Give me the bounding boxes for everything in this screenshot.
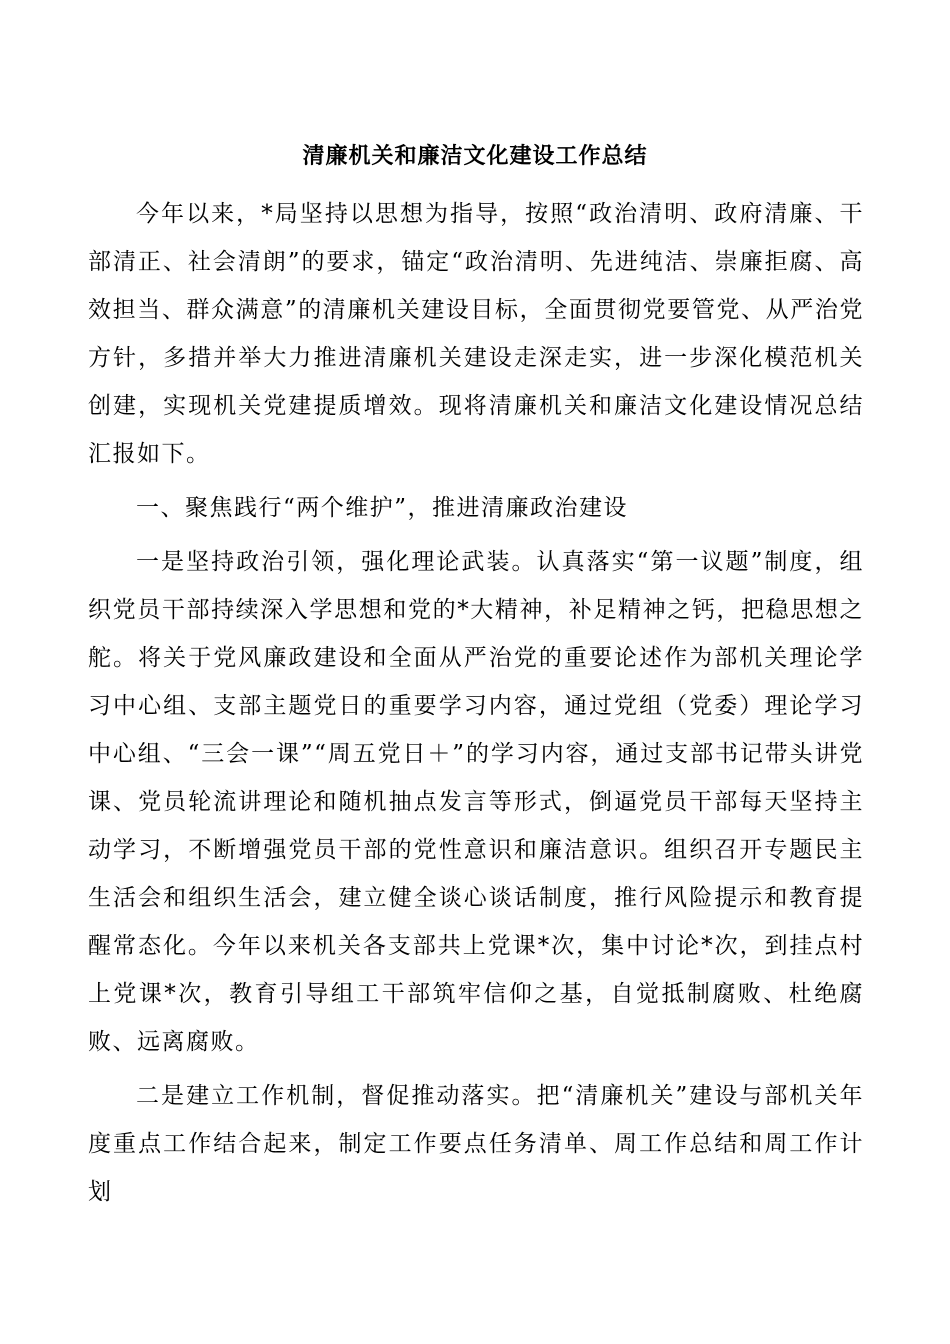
intro-paragraph: 今年以来，*局坚持以思想为指导，按照“政治清明、政府清廉、干部清正、社会清朗”的要求，锚定“政治清明、先进纯洁、崇廉拒腐、高效担当、群众满意”的清廉机关建设目标，全面贯彻党要管党、从严治党方针，多措并举大力推进清廉机关建设走深走实，进一步深化模范机关创建，实现机关党建提质增效。现将清廉机关和廉洁文化建设情况总结汇报如下。: [88, 201, 864, 467]
paragraph-political-guidance: 一是坚持政治引领，强化理论武装。认真落实“第一议题”制度，组织党员干部持续深入学思想和党的*大精神，补足精神之钙，把稳思想之舵。将关于党风廉政建设和全面从严治党的重要论述作为部机关理论学习中心组、支部主题党日的重要学习内容，通过党组（党委）理论学习中心组、“三会一课”“周五党日＋”的学习内容，通过支部书记带头讲党课、党员轮流讲理论和随机抽点发言等形式，倒逼党员干部每天坚持主动学习，不断增强党员干部的党性意识和廉洁意识。组织召开专题民主生活会和组织生活会，建立健全谈心谈话制度，推行风险提示和教育提醒常态化。今年以来机关各支部共上党课*次，集中讨论*次，到挂点村上党课*次，教育引导组工干部筑牢信仰之基，自觉抵制腐败、杜绝腐败、远离腐败。: [88, 549, 864, 1055]
document-body: [88, 190, 864, 1216]
paragraph-work-mechanism: 二是建立工作机制，督促推动落实。把“清廉机关”建设与部机关年度重点工作结合起来，制定工作要点任务清单、周工作总结和周工作计划: [88, 1083, 864, 1205]
section-heading-1: 一、聚焦践行“两个维护”，推进清廉政治建设: [136, 495, 629, 521]
document-title: 清廉机关和廉洁文化建设工作总结: [302, 143, 648, 169]
